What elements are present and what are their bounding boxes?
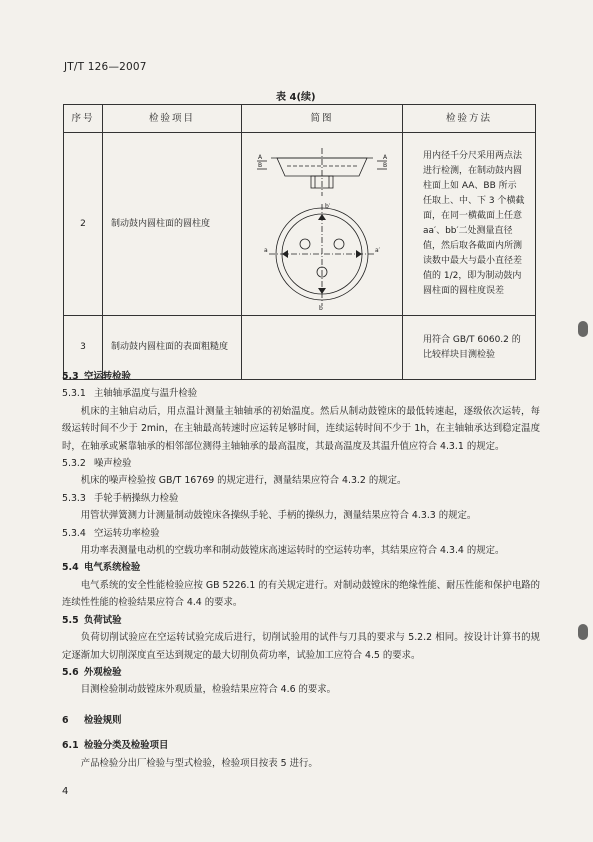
table-caption: 表 4(续): [276, 92, 316, 103]
label-b: b: [319, 305, 323, 312]
row-item: 制动鼓内圆柱面的圆柱度: [103, 133, 242, 316]
binder-hole: [578, 321, 588, 337]
row-figure: [242, 133, 403, 316]
row-item: 制动鼓内圆柱面的表面粗糙度: [103, 316, 242, 380]
label-a-prime: a′: [375, 247, 381, 254]
page-number: 4: [62, 786, 69, 797]
section-heading: 5.6 外观检验: [62, 666, 122, 678]
label-A-right: A: [383, 154, 388, 161]
brake-drum-diagram: [247, 136, 397, 312]
standard-code: JT/T 126—2007: [64, 61, 147, 73]
paragraph: 目测检验制动鼓镗床外观质量，检验结果应符合 4.6 的要求。: [80, 684, 337, 696]
document-body: [62, 368, 540, 772]
header-no: 序号: [64, 105, 103, 133]
table-header-row: [64, 105, 536, 133]
paragraph: 机床的噪声检验按 GB/T 16769 的规定进行，测量结果应符合 4.3.2 的规定。: [80, 475, 407, 487]
row-method: 用符合 GB/T 6060.2 的比较样块目测检验: [403, 316, 536, 380]
section-heading: 5.5 负荷试验: [62, 614, 122, 626]
inspection-table: [63, 104, 536, 380]
paragraph: 电气系统的安全性能检验应按 GB 5226.1 的有关规定进行。对制动鼓镗床的绝缘性能、耐压性能和保护电路的连续性性能的检验结果应符合 4.4 的要求。: [62, 579, 540, 609]
section-heading: 5.3.4 空运转功率检验: [62, 527, 160, 539]
paragraph: 用功率表测量电动机的空载功率和制动鼓镗床高速运转时的空运转功率，其结果应符合 4.3.4 的规定。: [80, 545, 505, 557]
header-method: 检验方法: [403, 105, 536, 133]
section-heading: 5.3 空运转检验: [62, 371, 131, 382]
label-a: a: [264, 247, 268, 254]
section-heading: 6 检验规则: [62, 714, 122, 726]
row-no: 2: [64, 133, 103, 316]
paragraph: 机床的主轴启动后，用点温计测量主轴轴承的初始温度。然后从制动鼓镗床的最低转速起，逐级依次运转，每级运转时间不少于 2min，在主轴最高转速时应运转足够时间，连续运转时间不少于 1h，在主轴轴承达到稳定温度时，在轴承或紧靠轴承的相邻部位测得主轴轴承的最高温度，其最高温度及其温升值应符合 4.3.1 的规定。: [62, 405, 540, 452]
section-heading: 5.3.3 手轮手柄操纵力检验: [62, 492, 179, 504]
label-B-right: B: [383, 162, 388, 169]
section-heading: 5.3.1 主轴轴承温度与温升检验: [62, 388, 198, 400]
header-item: 检验项目: [103, 105, 242, 133]
section-heading: 5.4 电气系统检验: [62, 562, 141, 574]
paragraph: 产品检验分出厂检验与型式检验，检验项目按表 5 进行。: [80, 757, 318, 769]
row-method: 用内径千分尺采用两点法进行检测，在制动鼓内圆柱面上如 AA、BB 所示任取上、中、下 3 个横截面，在同一横截面上任意 aa′、bb′二处测量直径值，然后取各截面内所测读数中最大与最小直径差值的 1/2，即为制动鼓内圆柱面的圆柱度误差: [403, 133, 536, 316]
table-row: [64, 133, 536, 316]
binder-hole: [578, 624, 588, 640]
section-heading: 6.1 检验分类及检验项目: [62, 740, 169, 752]
row-no: 3: [64, 316, 103, 380]
label-A-left: A: [258, 154, 263, 161]
header-figure: 简图: [242, 105, 403, 133]
section-heading: 5.3.2 噪声检验: [62, 458, 132, 470]
paragraph: 用管状弹簧测力计测量制动鼓镗床各操纵手轮、手柄的操纵力，测量结果应符合 4.3.3 的规定。: [80, 510, 477, 522]
label-b-prime: b′: [325, 203, 331, 210]
label-B-left: B: [258, 162, 263, 169]
paragraph: 负荷切削试验应在空运转试验完成后进行，切削试验用的试件与刀具的要求与 5.2.2 相同。按设计计算书的规定逐渐加大切削深度直至达到规定的最大切削负荷功率，试验加工应符合 4.5 的要求。: [62, 632, 540, 661]
